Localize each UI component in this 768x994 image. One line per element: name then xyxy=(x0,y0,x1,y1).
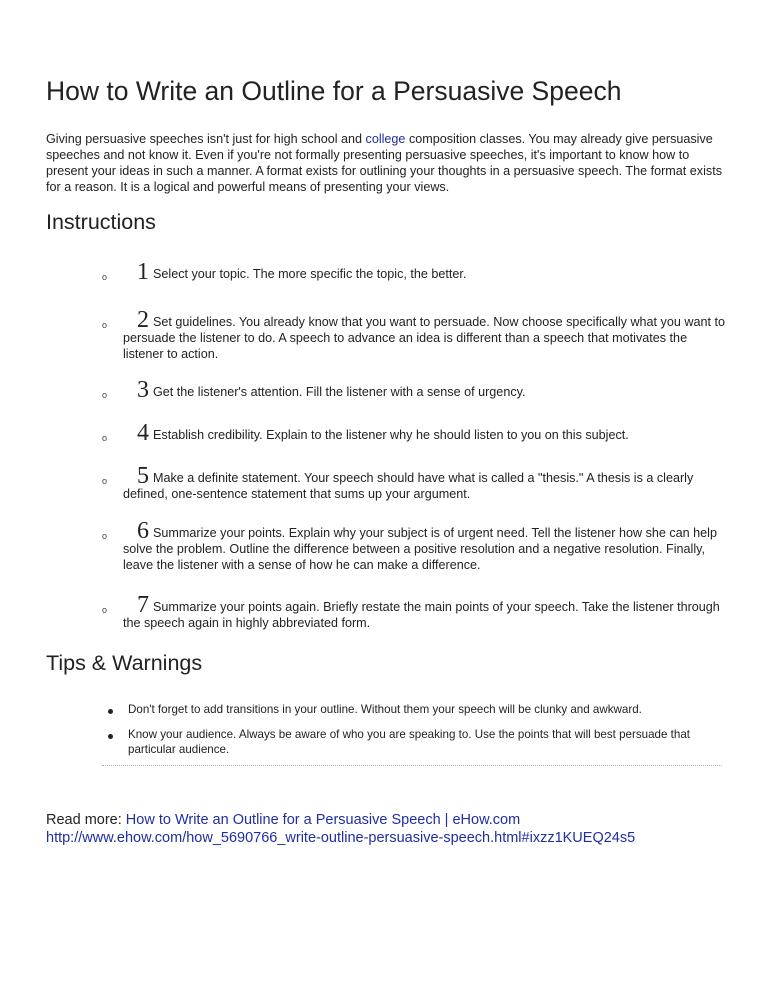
read-more-block xyxy=(46,811,635,847)
intro-text-after: composition classes. You may already give persuasive speeches and not know it. Even if you're not formally presenting persuasive speeches, it's important to know how to present your ideas in such a manner. A format exists for outlining your thoughts in a persuasive speech. The format exists for a reason. It is a logical and powerful means of presenting your views. xyxy=(46,132,722,194)
read-more-url-link[interactable]: http://www.ehow.com/how_5690766_write-outline-persuasive-speech.html#ixzz1KUEQ24s5 xyxy=(46,830,636,846)
step-text: Summarize your points. Explain why your subject is of urgent need. Tell the listener how she can help solve the problem. Outline the difference between a positive resolution and a negative resolution. Finally, leave the listener with a sense of how he can make a difference. xyxy=(123,526,717,572)
step-text: Make a definite statement. Your speech should have what is called a "thesis." A thesis is a clearly defined, one-sentence statement that sums up your argument. xyxy=(123,471,694,501)
page-title: How to Write an Outline for a Persuasive Speech xyxy=(46,76,622,106)
hollow-bullet-icon: o xyxy=(102,433,108,443)
hollow-bullet-icon: o xyxy=(102,320,108,330)
tip-text: Know your audience. Always be aware of who you are speaking to. Use the points that will best persuade that particular audience. xyxy=(128,728,690,756)
read-more-article-link[interactable]: How to Write an Outline for a Persuasive Speech | eHow.com xyxy=(125,812,521,828)
bullet-icon xyxy=(108,734,113,739)
college-link[interactable]: college xyxy=(365,132,406,146)
bullet-icon xyxy=(108,709,113,714)
step-number: 7 xyxy=(137,592,149,618)
tips-heading: Tips & Warnings xyxy=(46,651,203,675)
hollow-bullet-icon: o xyxy=(102,605,108,615)
hollow-bullet-icon: o xyxy=(102,390,108,400)
hollow-bullet-icon: o xyxy=(102,531,108,541)
step-number: 1 xyxy=(137,259,149,285)
dotted-divider xyxy=(102,765,722,766)
instructions-heading: Instructions xyxy=(46,210,156,234)
step-number: 3 xyxy=(137,377,149,403)
step-number: 4 xyxy=(137,420,149,446)
step-number: 2 xyxy=(137,307,149,333)
hollow-bullet-icon: o xyxy=(102,272,108,282)
step-text: Summarize your points again. Briefly restate the main points of your speech. Take the listener through the speech again in highly abbreviated form. xyxy=(123,600,720,630)
step-number: 6 xyxy=(137,518,149,544)
hollow-bullet-icon: o xyxy=(102,476,108,486)
step-text: Get the listener's attention. Fill the listener with a sense of urgency. xyxy=(153,385,526,399)
step-text: Establish credibility. Explain to the listener why he should listen to you on this subject. xyxy=(153,428,629,442)
step-number: 5 xyxy=(137,463,149,489)
intro-paragraph xyxy=(46,131,722,195)
intro-text-before: Giving persuasive speeches isn't just for high school and xyxy=(46,132,366,146)
step-text: Set guidelines. You already know that you want to persuade. Now choose specifically what you want to persuade the listener to do. A speech to advance an idea is different than a speech that motivates the listener to action. xyxy=(123,315,725,361)
tip-text: Don't forget to add transitions in your outline. Without them your speech will be clunky and awkward. xyxy=(128,703,642,716)
read-more-label: Read more: xyxy=(46,812,126,828)
step-text: Select your topic. The more specific the topic, the better. xyxy=(153,267,467,281)
